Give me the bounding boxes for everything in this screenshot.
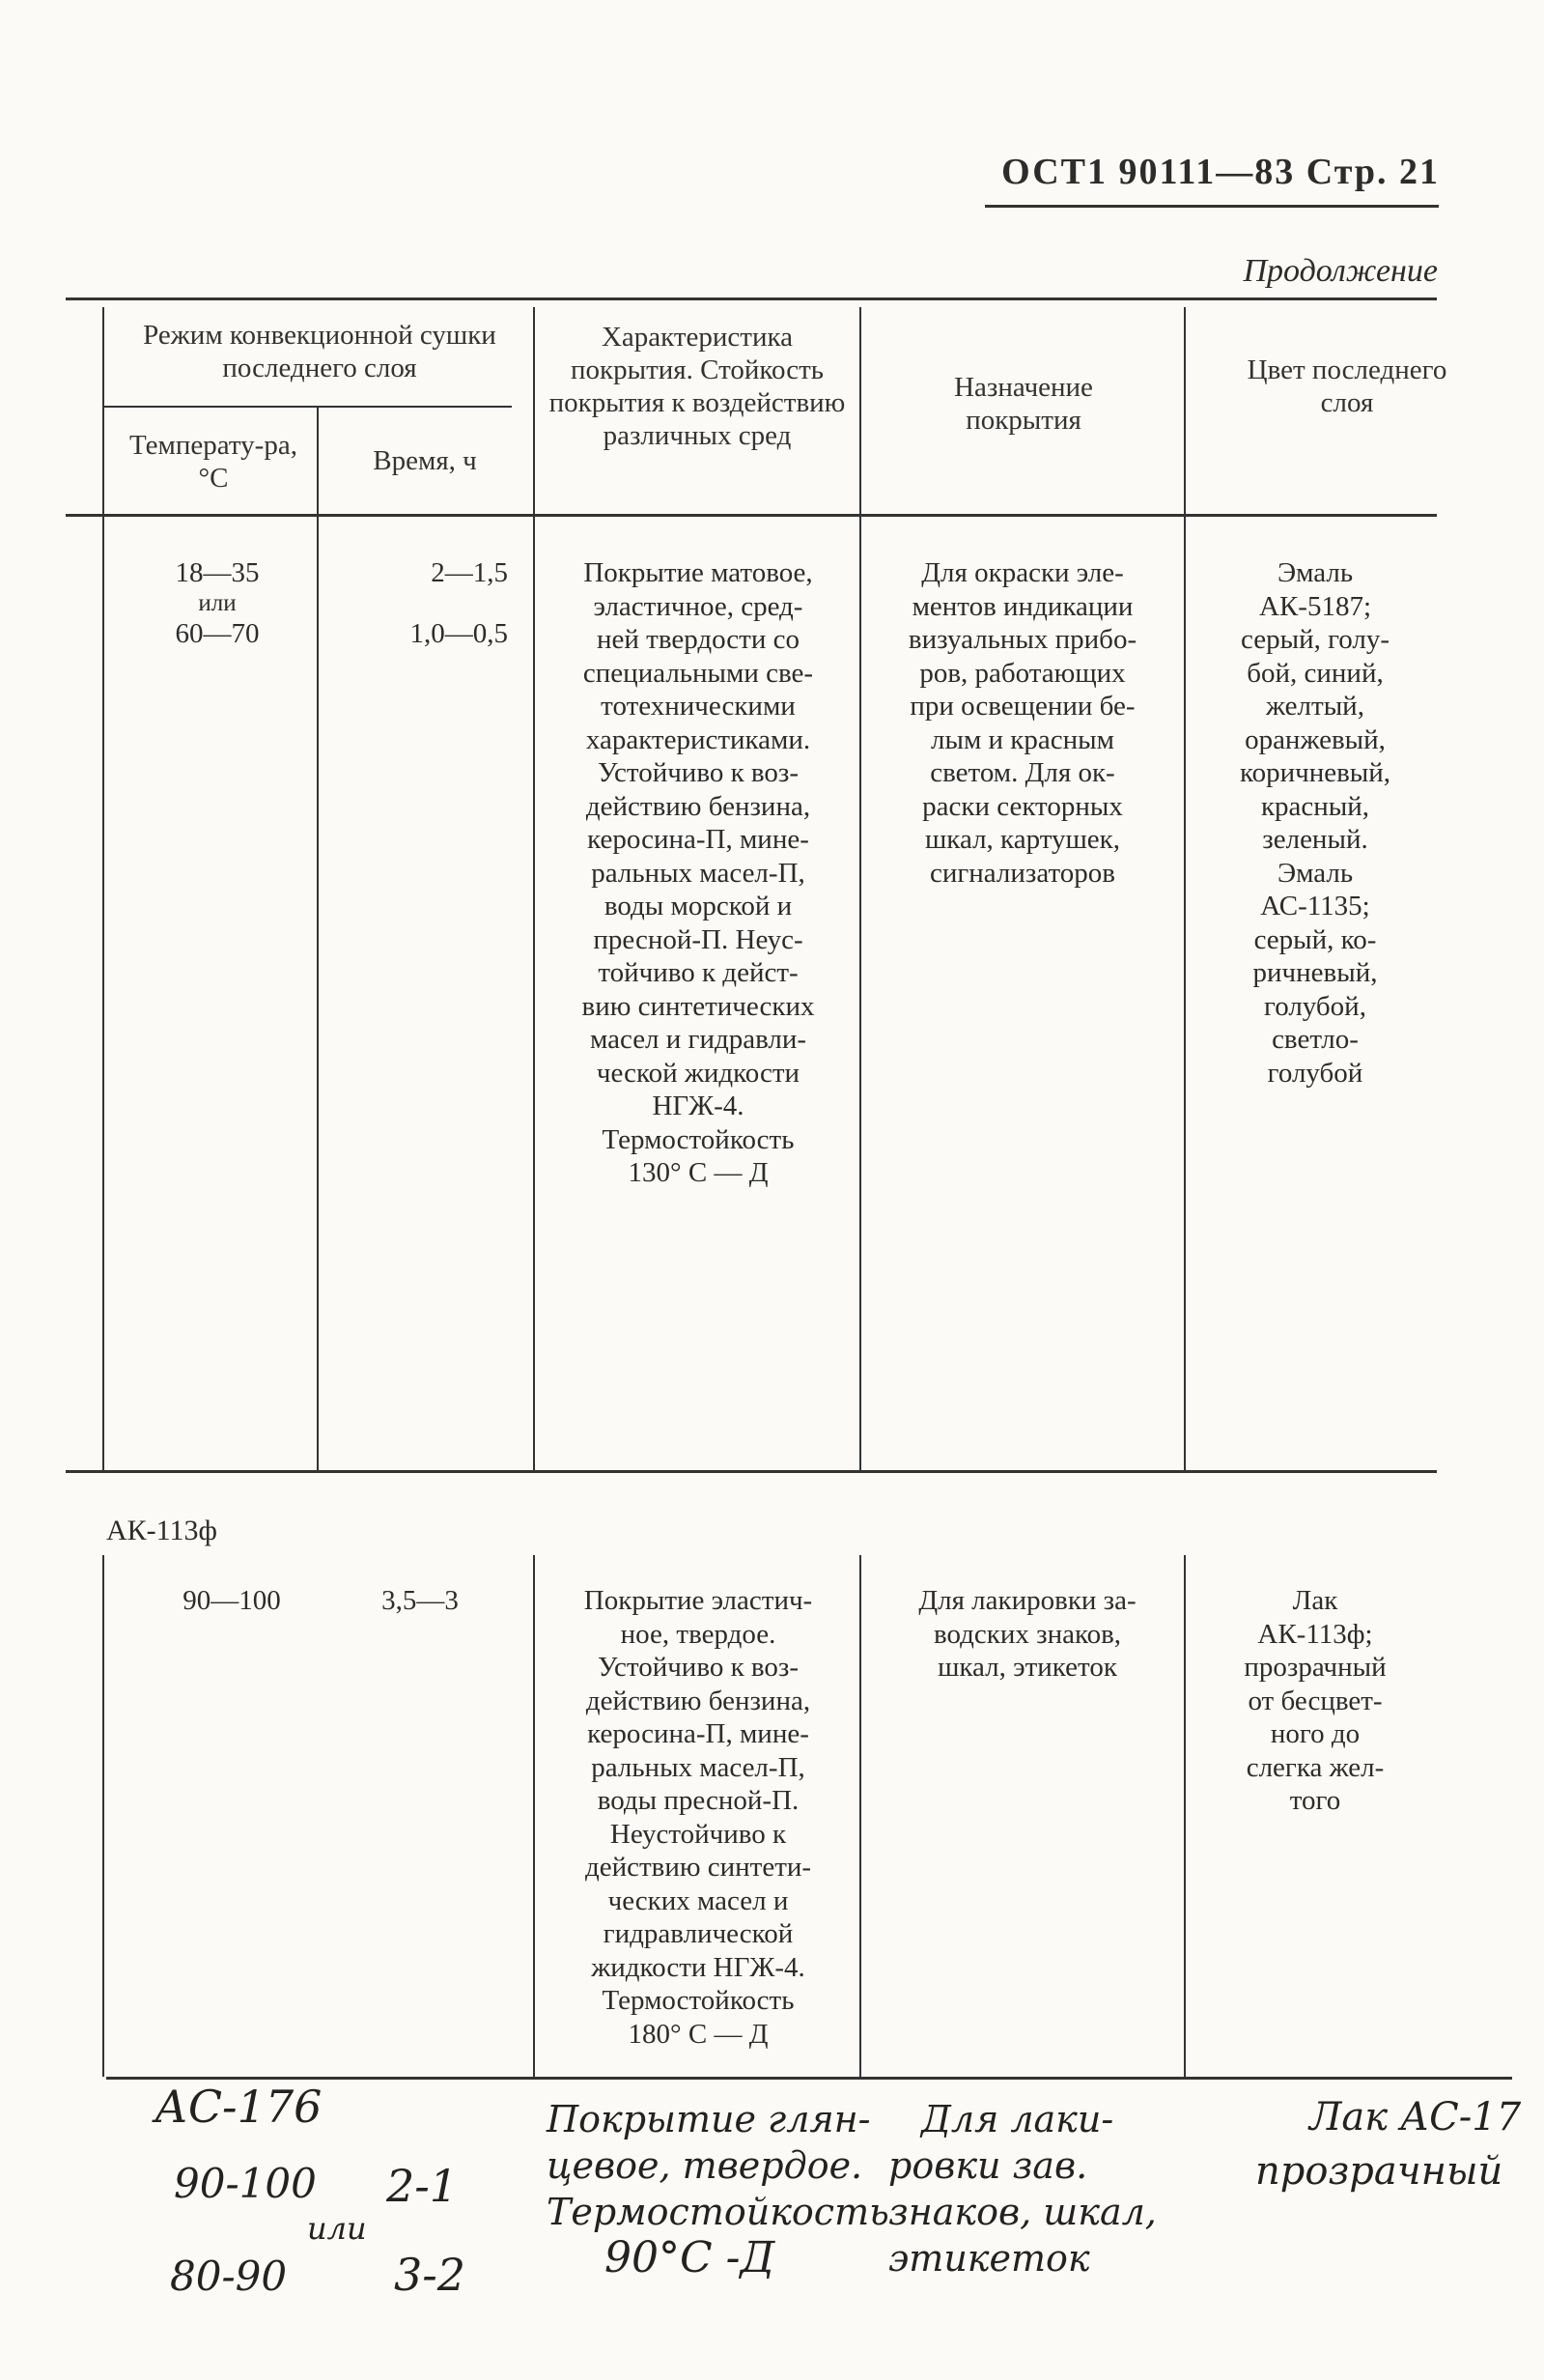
col-char-purpose-divider xyxy=(859,307,861,1470)
table-top-rule xyxy=(66,298,1437,300)
row2-left-border xyxy=(102,1555,104,2077)
header-rule xyxy=(985,205,1439,208)
row1-characteristic: Покрытие матовое, эластичное, сред- ней твердости со специальными све- тотехническими характеристиками. Устойчиво к воз- действию бензина, керосина-П, мине- ральных масел-П, воды морской и пресной-П. Неус- тойчиво к дейст- вию синтетических масел и гидравли- ческой жидкости НГЖ-4. Термостойкость 130° С — Д xyxy=(581,557,815,1188)
row2-temperature: 90—100 xyxy=(182,1585,281,1616)
row2-color: Лак АК-113ф; прозрачный от бесцвет- ного до слегка жел- того xyxy=(1244,1585,1387,1816)
header-purpose: Назначение покрытия xyxy=(954,372,1093,436)
handwritten-time-1: 2-1 xyxy=(386,2160,459,2212)
row2-char-left xyxy=(533,1555,535,2077)
row2-material-label: АК-113ф xyxy=(106,1515,217,1546)
row1-time: 2—1,5 1,0—0,5 xyxy=(409,557,508,649)
col-left-border xyxy=(102,307,104,1470)
row2-char-purpose xyxy=(859,1555,861,2077)
handwritten-color: Лак АС-17 прозрачный xyxy=(1255,2095,1522,2194)
col-purpose-color-divider xyxy=(1184,307,1186,1470)
handwritten-temp-2: 80-90 xyxy=(170,2252,288,2300)
header-color: Цвет последнего слоя xyxy=(1247,354,1447,418)
handwritten-or: или xyxy=(307,2210,367,2247)
continuation-label: Продолжение xyxy=(1243,253,1438,289)
header-characteristic: Характеристика покрытия. Стойкость покрытия к воздействию различных сред xyxy=(548,322,846,451)
handwritten-temp-1: 90-100 xyxy=(174,2160,317,2207)
subheader-rule xyxy=(102,406,512,408)
handwritten-purpose: Для лаки- ровки зав. знаков, шкал, этикеток xyxy=(888,2098,1157,2280)
row1-color: Эмаль АК-5187; серый, голу- бой, синий, желтый, оранжевый, коричневый, красный, зеленый. Эмаль АС-1135; серый, ко- ричневый, голубой, светло- голубой xyxy=(1239,557,1391,1089)
row2-bottom-rule xyxy=(106,2077,1512,2080)
row2-time: 3,5—3 xyxy=(381,1585,459,1616)
row1-purpose: Для окраски эле- ментов индикации визуальных прибо- ров, работающих при освещении бе- лым и красным светом. Для ок- раски секторных шкал, картушек, сигнализаторов xyxy=(908,557,1137,889)
header-drying-mode: Режим конвекционной сушки последнего слоя xyxy=(143,320,496,383)
page-header: ОСТ1 90111—83 Стр. 21 xyxy=(1001,152,1440,192)
row1-temperature: 18—35 или 60—70 xyxy=(175,557,260,649)
row1-bottom-rule xyxy=(66,1470,1437,1473)
col-time-char-divider xyxy=(533,307,535,1470)
header-temperature: Температу-ра, °С xyxy=(129,430,297,494)
handwritten-time-2: 3-2 xyxy=(394,2249,466,2301)
col-temp-time-divider xyxy=(317,406,319,1470)
row2-purpose: Для лакировки за- водских знаков, шкал, этикеток xyxy=(918,1585,1137,1683)
header-bottom-rule xyxy=(66,514,1437,517)
header-time: Время, ч xyxy=(373,445,477,476)
row2-characteristic: Покрытие эластич- ное, твердое. Устойчиво к воз- действию бензина, керосина-П, мине- ральных масел-П, воды пресной-П. Неустойчиво к действию синтети- ческих масел и гидравлической жидкости НГЖ-4. Термостойкость 180° С — Д xyxy=(583,1585,813,2050)
handwritten-characteristic: Покрытие глян- цевое, твердое. Термостойкость 90°С -Д xyxy=(547,2098,889,2282)
handwritten-material-label: АС-176 xyxy=(154,2081,323,2133)
